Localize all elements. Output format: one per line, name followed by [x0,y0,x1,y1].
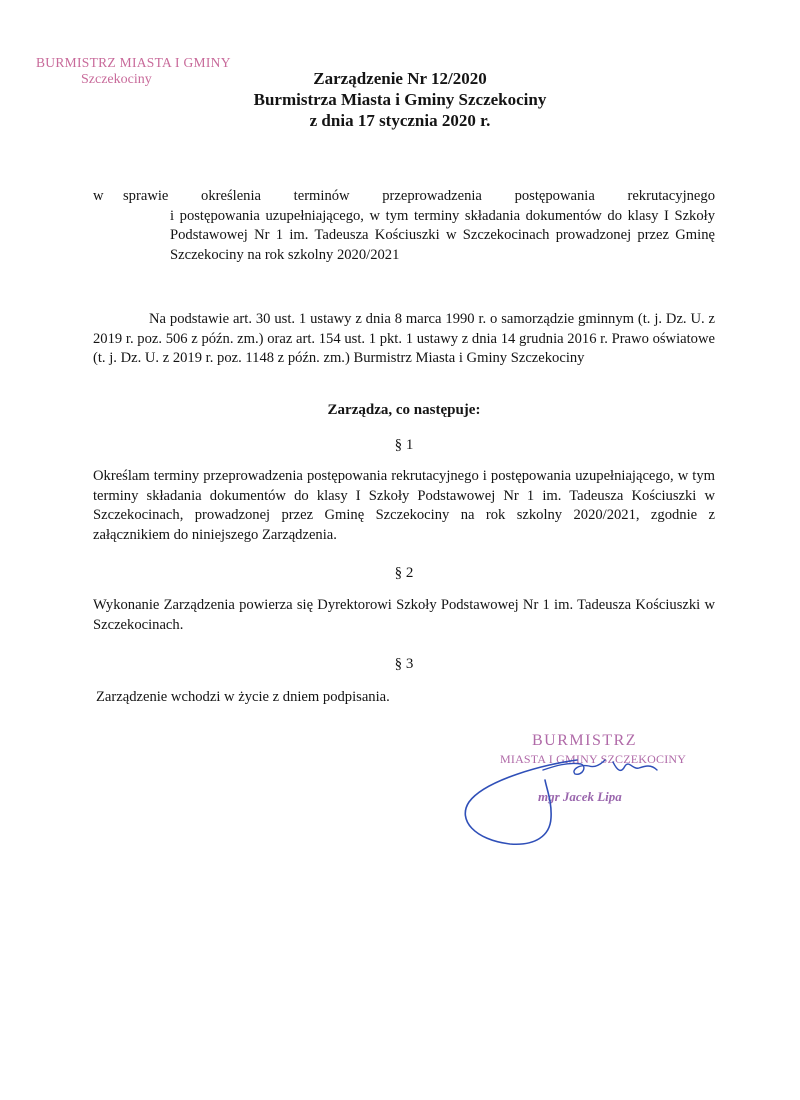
subject-first-line: sprawie określenia terminów przeprowadzenia postępowania rekrutacyjnego [123,188,715,204]
ordinance-number: Zarządzenie Nr 12/2020 [313,69,487,88]
section-text-1: Określam terminy przeprowadzenia postępowania rekrutacyjnego i postępowania uzupełniającego, w tym terminy składania dokumentów do klasy I Szkoły Podstawowej Nr 1 im. Tadeusza Kościuszki w Szczekocinach, prowadzonej przez Gminę Szczekociny na rok szkolny 2020/2021, zgodnie z załącznikiem do niniejszego Zarządzenia. [93,468,715,543]
subject-prefix: w [93,188,104,204]
handwritten-signature [455,740,685,850]
subject-block [93,187,715,265]
section-text-3: Zarządzenie wchodzi w życie z dniem podpisania. [96,689,390,705]
mayor-name: mgr Jacek Lipa [538,789,622,804]
mayor-stamp-title: BURMISTRZ [532,732,638,749]
legal-basis-paragraph: Na podstawie art. 30 ust. 1 ustawy z dnia 8 marca 1990 r. o samorządzie gminnym (t. j. Dz. U. z 2019 r. poz. 506 z późn. zm.) oraz art. 154 ust. 1 pkt. 1 ustawy z dnia 14 grudnia 2016 r. Prawo oświatowe (t. j. Dz. U. z 2019 r. poz. 1148 z późn. zm.) Burmistrz Miasta i Gminy Szczekociny [93,311,715,366]
stamp-line-town: Szczekociny [81,72,152,87]
stamp-line-office: BURMISTRZ MIASTA I GMINY [36,55,231,70]
document-header [200,68,600,131]
mayor-stamp-office: MIASTA I GMINY SZCZEKOCINY [500,752,687,766]
decree-heading: Zarządza, co następuje: [327,402,481,418]
ordinance-date: z dnia 17 stycznia 2020 r. [309,111,491,130]
subject-rest: i postępowania uzupełniającego, w tym terminy składania dokumentów do klasy I Szkoły Podstawowej Nr 1 im. Tadeusza Kościuszki w Szczekocinach prowadzonej przez Gminę Szczekociny na rok szkolny 2020/2021 [170,207,715,263]
section-text-2: Wykonanie Zarządzenia powierza się Dyrektorowi Szkoły Podstawowej Nr 1 im. Tadeusza Kościuszki w Szczekocinach. [93,597,715,633]
section-mark-3: § 3 [394,656,414,672]
issuing-authority: Burmistrza Miasta i Gminy Szczekociny [253,90,547,109]
section-mark-1: § 1 [394,437,414,453]
section-mark-2: § 2 [394,565,414,581]
